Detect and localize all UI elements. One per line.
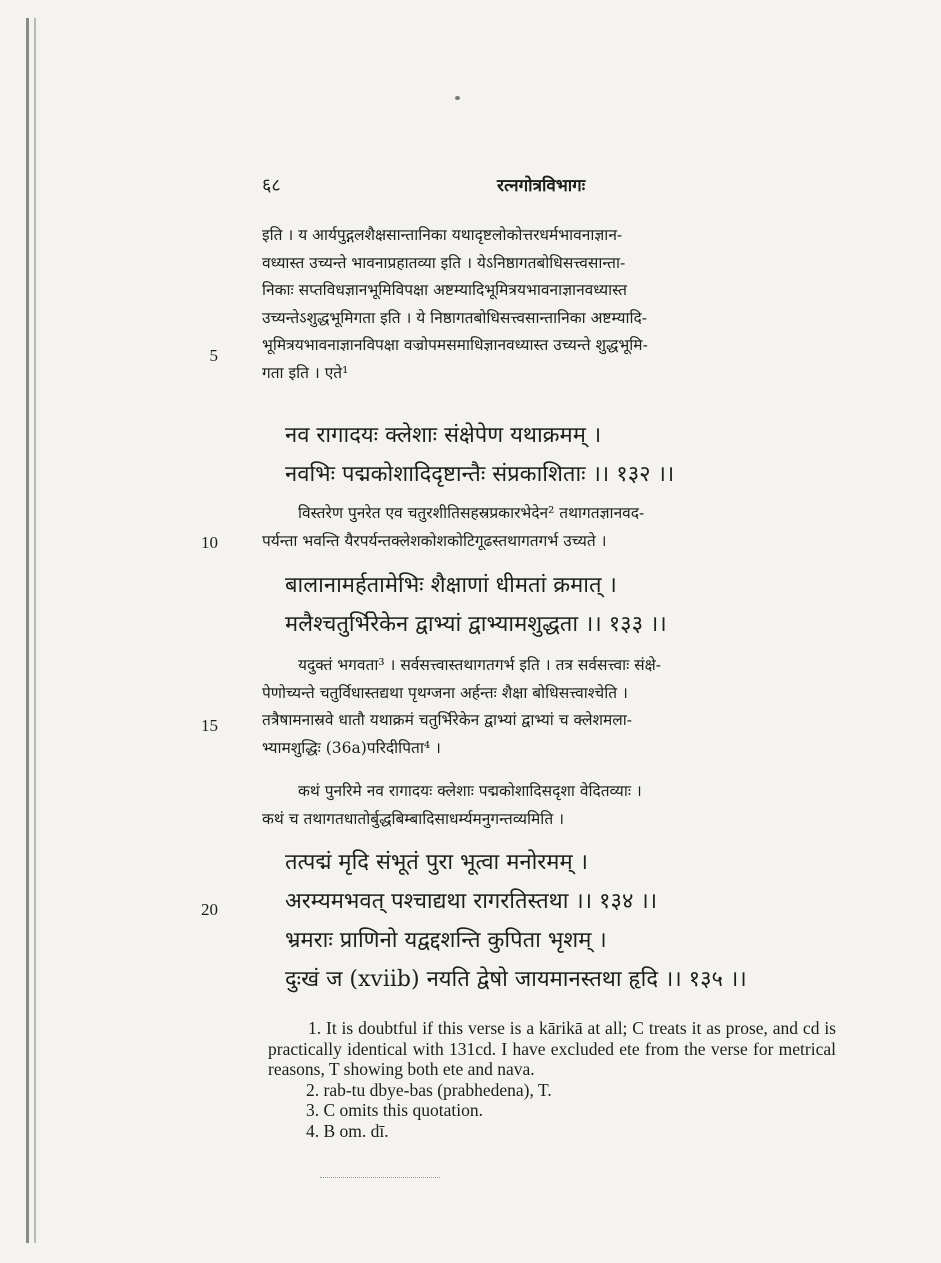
verse-line: बालानामर्हतामेभिः शैक्षाणां धीमतां क्रमात् । <box>285 573 617 598</box>
line-number: 20 <box>201 900 218 919</box>
prose-paragraph-2 <box>262 500 837 555</box>
verse-line: नवभिः पद्मकोशादिदृष्टान्तैः संप्रकाशिताः ।। १३२ ।। <box>285 462 675 487</box>
binding-edge-line-inner <box>34 18 36 1243</box>
line-number: 5 <box>209 346 218 365</box>
text-line: यदुक्तं भगवता³ । सर्वसत्त्वास्तथागतगर्भ इति । तत्र सर्वसत्त्वाः संक्षे- <box>298 656 661 674</box>
prose-paragraph-4 <box>262 778 837 833</box>
footnote-4: 4. B om. dī. <box>306 1120 389 1141</box>
text-line: उच्यन्तेऽशुद्धभूमिगता इति । ये निष्ठागतबोधिसत्त्वसान्तानिका अष्टम्यादि- <box>262 308 647 327</box>
verse-line: अरम्यमभवत् पश्चाद्यथा रागरतिस्तथा ।। १३४ ।। <box>285 889 658 914</box>
line-number: 15 <box>201 716 218 735</box>
verse-line: नव रागादयः क्लेशाः संक्षेपेण यथाक्रमम् । <box>285 423 602 448</box>
text-line: भूमित्रयभावनाज्ञानविपक्षा वज्रोपमसमाधिज्ञानवध्यास्त उच्यन्ते शुद्धभूमि- <box>262 336 648 354</box>
text-line: पर्यन्ता भवन्ति यैरपर्यन्तक्लेशकोशकोटिगूढस्तथागतगर्भ उच्यते । <box>262 531 607 550</box>
binding-edge-line <box>26 18 29 1243</box>
page-number: ६८ <box>262 175 281 196</box>
text-line: तत्रैषामनास्रवे धातौ यथाक्रमं चतुर्भिरेकेन द्वाभ्यां द्वाभ्यां च क्लेशमला- <box>262 711 633 729</box>
verse-133 <box>285 566 845 644</box>
text-line: वध्यास्त उच्यन्ते भावनाप्रहातव्या इति । येऽनिष्ठागतबोधिसत्त्वसान्ता- <box>262 253 626 272</box>
text-line: कथं पुनरिमे नव रागादयः क्लेशाः पद्मकोशादिसदृशा वेदितव्याः । <box>298 782 642 800</box>
verse-132 <box>285 416 845 494</box>
footnote-2: 2. rab-tu dbye-bas (prabhedena), T. <box>306 1079 552 1100</box>
text-line: भ्यामशुद्धिः (36a)परिदीपिता⁴ । <box>262 738 441 757</box>
page-header <box>262 173 832 199</box>
text-line: निकाः सप्तविधज्ञानभूमिविपक्षा अष्टम्यादिभूमित्रयभावनाज्ञानवध्यास्त <box>262 281 627 299</box>
footnote-3: 3. C omits this quotation. <box>306 1100 483 1120</box>
footnotes <box>268 1018 836 1141</box>
verse-line: दुःखं ज (xviib) नयति द्वेषो जायमानस्तथा हृदि ।। १३५ ।। <box>285 967 747 992</box>
verse-134-135 <box>285 843 845 999</box>
verse-line: भ्रमराः प्राणिनो यद्वद्दशन्ति कुपिता भृशम् । <box>285 928 607 953</box>
prose-paragraph-1 <box>262 222 837 387</box>
text-line: विस्तरेण पुनरेत एव चतुरशीतिसहस्रप्रकारभेदेन² तथागतज्ञानवद- <box>298 504 645 522</box>
footnote-1: 1. It is doubtful if this verse is a kārikā at all; C treats it as prose, and cd is practically identical with 131cd. I have excluded ete from the verse for metrical reasons, T showing both ete and nava. <box>268 1018 836 1079</box>
paper-speck <box>455 96 460 100</box>
text-line: पेणोच्यन्ते चतुर्विधास्तद्यथा पृथग्जना अर्हन्तः शैक्षा बोधिसत्त्वाश्चेति । <box>262 683 628 702</box>
print-dust <box>320 1177 440 1181</box>
text-line: इति । य आर्यपुद्गलशैक्षसान्तानिका यथादृष्टलोकोत्तरधर्मभावनाज्ञान- <box>262 226 623 244</box>
verse-line: मलैश्चतुर्भिरेकेन द्वाभ्यां द्वाभ्यामशुद्धता ।। १३३ ।। <box>285 612 667 637</box>
line-number: 10 <box>201 533 218 552</box>
text-line: गता इति । एते¹ <box>262 363 349 382</box>
verse-line: तत्पद्मं मृदि संभूतं पुरा भूत्वा मनोरमम् । <box>285 850 588 875</box>
running-title: रत्नगोत्रविभागः <box>497 176 586 196</box>
text-line: कथं च तथागतधातोर्बुद्धबिम्बादिसाधर्म्यमनुगन्तव्यमिति । <box>262 809 564 828</box>
prose-paragraph-3 <box>262 652 837 762</box>
